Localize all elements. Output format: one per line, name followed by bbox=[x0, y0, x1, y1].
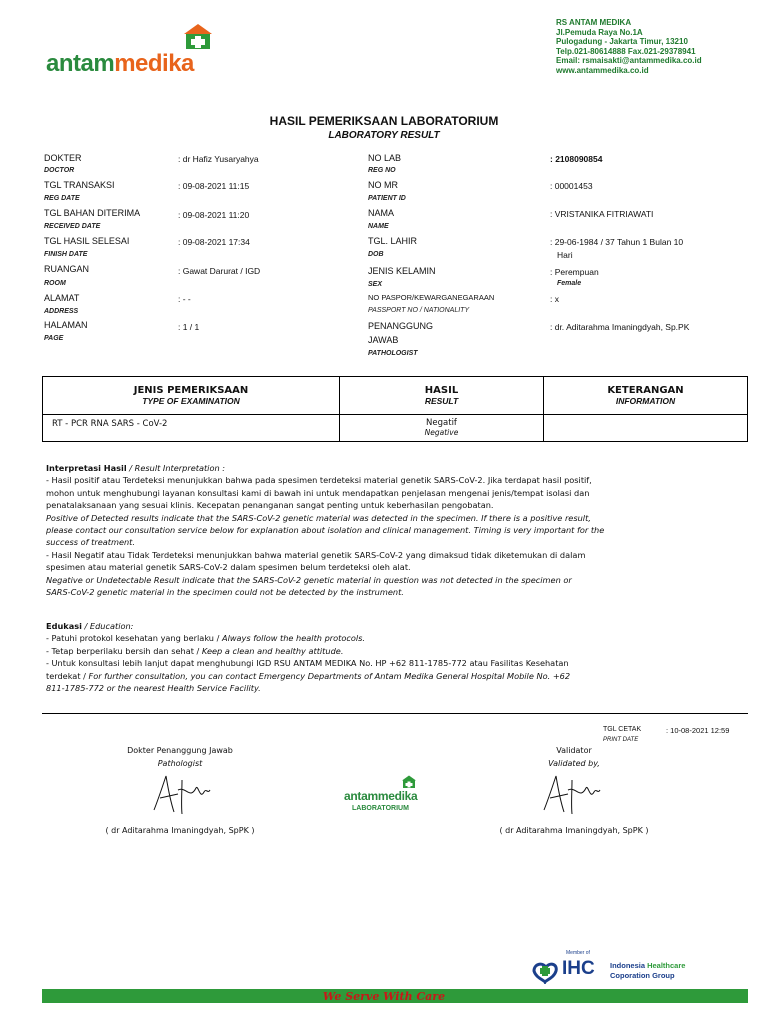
field-value-sex-en: Female bbox=[557, 280, 582, 287]
field-label-pathologist-cont: JAWAB bbox=[368, 335, 399, 345]
cell-result bbox=[340, 415, 544, 442]
print-date-label: TGL CETAK bbox=[603, 726, 642, 733]
field-value-doctor: : dr Hafiz Yusaryahya bbox=[178, 154, 259, 164]
field-value-pathologist: : dr. Aditarahma Imaningdyah, Sp.PK bbox=[550, 322, 690, 332]
field-sub-address: ADDRESS bbox=[44, 308, 79, 315]
paragraph-line: mohon untuk menghubungi layanan konsultasi kami di bawah ini untuk mendapatkan penjelasan mengenai jenis/tempat isolasi dan bbox=[46, 487, 590, 498]
signature-left-sub: Pathologist bbox=[157, 759, 203, 768]
education-section bbox=[46, 620, 746, 694]
field-label-lab-no: NO LAB bbox=[368, 153, 402, 163]
education-heading: Edukasi / Education: bbox=[46, 621, 134, 631]
paragraph-line: penatalaksanaan yang sesuai klinis. Kecepatan penanganan sangat penting untuk keberhasilan pengobatan. bbox=[46, 500, 494, 511]
field-sub-dob: DOB bbox=[368, 251, 384, 258]
hospital-cross-icon bbox=[180, 22, 216, 50]
logo-text-antam: antam bbox=[46, 50, 115, 77]
field-label-address: ALAMAT bbox=[44, 293, 80, 303]
field-label-reg-date: TGL TRANSAKSI bbox=[44, 180, 115, 190]
stamp-word-antam: antam bbox=[344, 789, 378, 803]
education-item: terdekat / For further consultation, you can contact Emergency Departments of Antam Medika General Hospital Mobile No. +62 bbox=[46, 670, 571, 681]
hospital-cross-icon bbox=[400, 774, 418, 789]
signature-right-name: ( dr Aditarahma Imaningdyah, SpPK ) bbox=[499, 826, 649, 835]
field-sub-finish-date: FINISH DATE bbox=[44, 251, 88, 258]
print-date-sub: PRINT DATE bbox=[603, 737, 639, 743]
hospital-address bbox=[556, 18, 702, 75]
field-label-room: RUANGAN bbox=[44, 264, 90, 274]
field-sub-reg-date: REG DATE bbox=[44, 195, 80, 202]
field-label-received-date: TGL BAHAN DITERIMA bbox=[44, 208, 141, 218]
interpretation-heading: Interpretasi Hasil / Result Interpretation : bbox=[46, 463, 226, 473]
paragraph-line-en: please contact our consultation service below for explanation about isolation and clinical management. Timing is very important for the bbox=[46, 525, 605, 536]
table-row bbox=[43, 415, 748, 442]
table-header-exam bbox=[43, 377, 340, 415]
document-title: HASIL PEMERIKSAAN LABORATORIUM bbox=[269, 114, 499, 128]
paragraph-line-en: Negative or Undetectable Result indicate that the SARS-CoV-2 genetic material in question was not detected in the specimen or bbox=[46, 574, 572, 585]
field-value-dob: : 29-06-1984 / 37 Tahun 1 Bulan 10 bbox=[550, 237, 684, 247]
stamp-subtitle: LABORATORIUM bbox=[352, 805, 409, 812]
field-sub-passport: PASSPORT NO / NATIONALITY bbox=[368, 307, 470, 314]
paragraph-line: - Hasil positif atau Terdeteksi menunjukkan bahwa pada spesimen terdeteksi material genetik SARS-CoV-2. Jika terdapat hasil positif, bbox=[46, 475, 592, 486]
paragraph-line: - Hasil Negatif atau Tidak Terdeteksi menunjukkan bahwa material genetik SARS-CoV-2 yang dimaksud tidak diketemukan di dalam bbox=[46, 549, 586, 560]
ihc-abbr: IHC bbox=[562, 958, 595, 979]
field-value-lab-no: : 2108090854 bbox=[550, 154, 603, 164]
signature-left-title: Dokter Penanggung Jawab bbox=[127, 746, 233, 755]
field-value-mr-no: : 00001453 bbox=[550, 181, 593, 191]
field-label-page: HALAMAN bbox=[44, 320, 88, 330]
header-main: HASIL bbox=[424, 385, 459, 396]
ihc-line2: Coporation Group bbox=[610, 971, 675, 980]
address-line: Jl.Pemuda Raya No.1A bbox=[556, 27, 643, 37]
field-sub-page: PAGE bbox=[44, 335, 64, 342]
field-value-sex: : Perempuan bbox=[550, 267, 599, 277]
field-label-mr-no: NO MR bbox=[368, 180, 398, 190]
field-value-reg-date: : 09-08-2021 11:15 bbox=[178, 181, 250, 191]
field-label-dob: TGL. LAHIR bbox=[368, 236, 418, 246]
signature-left-name: ( dr Aditarahma Imaningdyah, SpPK ) bbox=[105, 826, 255, 835]
ihc-line1b: Healthcare bbox=[647, 961, 686, 970]
field-label-passport: NO PASPOR/KEWARGANEGARAAN bbox=[368, 293, 495, 302]
education-item: 811-1785-772 or the nearest Health Service Facility. bbox=[46, 683, 261, 694]
field-value-dob-cont: Hari bbox=[557, 250, 573, 260]
field-sub-doctor: DOCTOR bbox=[44, 167, 75, 174]
address-line: www.antammedika.co.id bbox=[556, 65, 649, 75]
cell-exam: RT - PCR RNA SARS - CoV-2 bbox=[43, 415, 340, 442]
hospital-logo bbox=[46, 22, 246, 78]
field-label-name: NAMA bbox=[368, 208, 395, 218]
paragraph-line-en: SARS-CoV-2 genetic material in the specimen could not be detected by the instrument. bbox=[46, 587, 404, 598]
logo-text-medika: medika bbox=[114, 50, 194, 77]
field-sub-mr-no: PATIENT ID bbox=[368, 195, 406, 202]
field-value-name: : VRISTANIKA FITRIAWATI bbox=[550, 209, 654, 219]
ihc-emblem-icon bbox=[530, 958, 560, 984]
print-date-value: : 10-08-2021 12:59 bbox=[666, 726, 730, 735]
ihc-logo bbox=[528, 952, 708, 986]
address-line: Pulogadung - Jakarta Timur, 13210 bbox=[556, 37, 688, 46]
footer-tagline: We Serve With Care bbox=[322, 990, 446, 1003]
header-sub: RESULT bbox=[424, 396, 459, 406]
field-label-sex: JENIS KELAMIN bbox=[368, 266, 436, 276]
education-item: - Untuk konsultasi lebih lanjut dapat menghubungi IGD RSU ANTAM MEDIKA No. HP +62 811-1785-772 atau Fasilitas Kesehatan bbox=[46, 658, 569, 669]
interpretation-section bbox=[46, 462, 746, 598]
table-header-result bbox=[340, 377, 544, 415]
signature-left-icon bbox=[148, 770, 214, 818]
signature-right-icon bbox=[538, 770, 604, 818]
field-value-passport: : x bbox=[550, 294, 559, 304]
divider bbox=[42, 713, 748, 714]
address-line: RS ANTAM MEDIKA bbox=[556, 18, 632, 27]
education-item: - Patuhi protokol kesehatan yang berlaku / Always follow the health protocols. bbox=[46, 633, 366, 644]
field-value-received-date: : 09-08-2021 11:20 bbox=[178, 210, 250, 220]
signature-right-sub: Validated by, bbox=[548, 759, 600, 768]
ihc-line1a: Indonesia bbox=[610, 961, 648, 970]
field-sub-room: ROOM bbox=[44, 280, 66, 287]
address-line: Email: rsmaisakti@antammedika.co.id bbox=[556, 56, 702, 65]
field-sub-pathologist: PATHOLOGIST bbox=[368, 350, 418, 357]
result-value: Negatif bbox=[426, 418, 457, 428]
field-sub-name: NAME bbox=[368, 223, 389, 230]
address-line: Telp.021-80614888 Fax.021-29378941 bbox=[556, 46, 696, 56]
field-label-doctor: DOKTER bbox=[44, 153, 82, 163]
header-sub: INFORMATION bbox=[615, 396, 676, 406]
lab-stamp-logo bbox=[342, 774, 428, 820]
field-value-finish-date: : 09-08-2021 17:34 bbox=[178, 237, 250, 247]
field-sub-sex: SEX bbox=[368, 281, 383, 288]
ihc-member-text: Member of bbox=[566, 950, 590, 956]
header-sub: TYPE OF EXAMINATION bbox=[142, 396, 240, 406]
field-label-pathologist: PENANGGUNG bbox=[368, 321, 434, 331]
paragraph-line-en: success of treatment. bbox=[46, 537, 135, 548]
paragraph-line-en: Positive of Detected results indicate that the SARS-CoV-2 genetic material was detected in the specimen. If there is a positive result, bbox=[46, 512, 591, 523]
field-label-finish-date: TGL HASIL SELESAI bbox=[44, 236, 130, 246]
education-item: - Tetap berperilaku bersih dan sehat / Keep a clean and healthy attitude. bbox=[46, 645, 344, 656]
field-value-page: : 1 / 1 bbox=[178, 322, 200, 332]
field-sub-lab-no: REG NO bbox=[368, 167, 396, 174]
header-main: JENIS PEMERIKSAAN bbox=[133, 385, 249, 396]
stamp-word-medika: medika bbox=[377, 789, 418, 803]
table-header-info bbox=[544, 377, 748, 415]
result-table bbox=[42, 376, 748, 442]
cell-info bbox=[544, 415, 748, 442]
field-value-address: : - - bbox=[178, 294, 191, 304]
field-value-room: : Gawat Darurat / IGD bbox=[178, 266, 261, 276]
signature-right-title: Validator bbox=[556, 746, 592, 755]
header-main: KETERANGAN bbox=[607, 385, 684, 396]
field-sub-received-date: RECEIVED DATE bbox=[44, 223, 101, 230]
paragraph-line: spesimen atau material genetik SARS-CoV-2 dalam spesimen belum terdeteksi oleh alat. bbox=[46, 562, 411, 573]
result-value-en: Negative bbox=[424, 428, 459, 437]
document-subtitle: LABORATORY RESULT bbox=[328, 130, 440, 141]
